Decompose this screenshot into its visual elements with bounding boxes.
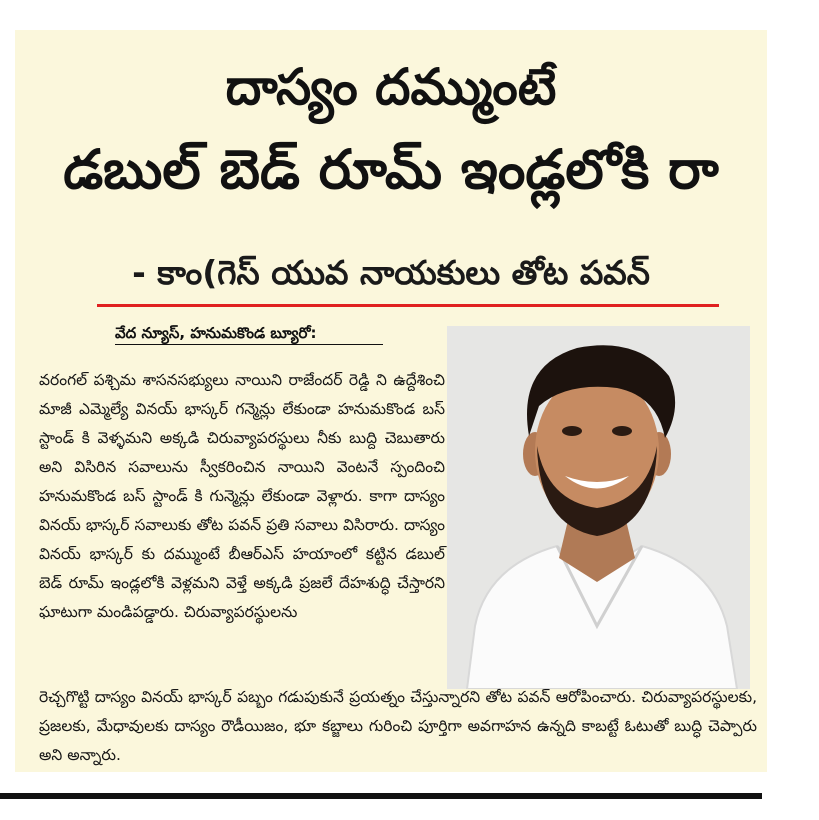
red-divider [97, 304, 719, 307]
subheadline: - కాం(గెస్ యువ నాయకులు తోట పవన్ [132, 253, 650, 292]
headline-line-1: దాస్యం దమ్ముంటే [225, 58, 557, 116]
article-body-column: వరంగల్ పశ్చిమ శాసనసభ్యులు నాయిని రాజేందర్ రెడ్డి ని ఉద్దేశించి మాజీ ఎమ్మెల్యే వినయ్ భాస్కర్ గన్మెన్లు లేకుండా హనుమకొండ బస్ స్టాండ్ కి వెళ్ళమని అక్కడి చిరువ్యాపరస్థులు నీకు బుద్ది చెబుతారు అని విసిరిన సవాలును స్వీకరించిన నాయిని వెంటనే స్పందించి హనుమకొండ బస్ స్టాండ్ కి గున్మెన్లు లేకుండా వెళ్లారు. కాగా దాస్యం వినయ్ భాస్కర్ సవాలుకు తోట పవన్ ప్రతి సవాలు విసిరారు. దాస్యం వినయ్ భాస్కర్ కు దమ్ముంటే బీఆర్ఎస్ హయాంలో కట్టిన డబుల్ బెడ్ రూమ్ ఇండ్లలోకి వెళ్లమని వెళ్తే అక్కడి ప్రజలే దేహశుద్ధి చేస్తారని ఘాటుగా మండిపడ్డారు. చిరువ్యాపరస్థులను [39, 371, 445, 621]
article-panel [15, 30, 767, 772]
article-body-full-width: రెచ్చగొట్టి దాస్యం వినయ్ భాస్కర్ పబ్బం గడుపుకునే ప్రయత్నం చేస్తున్నారని తోట పవన్ ఆరోపించారు. చిరువ్యాపరస్థులకు, ప్రజలకు, మేధావులకు దాస్యం రౌడీయిజం, భూ కబ్జాలు గురించి పూర్తిగా అవగాహన ఉన్నది కాబట్టే ఓటుతో బుద్ధి చెప్పారు అని అన్నారు. [39, 688, 757, 764]
bottom-divider [0, 793, 762, 799]
portrait-illustration [447, 326, 750, 689]
top-strip [0, 0, 819, 28]
headline-line-2: డబుల్ బెడ్ రూమ్ ఇండ్లలోకి రా [63, 138, 719, 201]
byline: వేద న్యూస్, హనుమకొండ బ్యూరో: [115, 322, 383, 345]
portrait-photo [447, 326, 750, 689]
